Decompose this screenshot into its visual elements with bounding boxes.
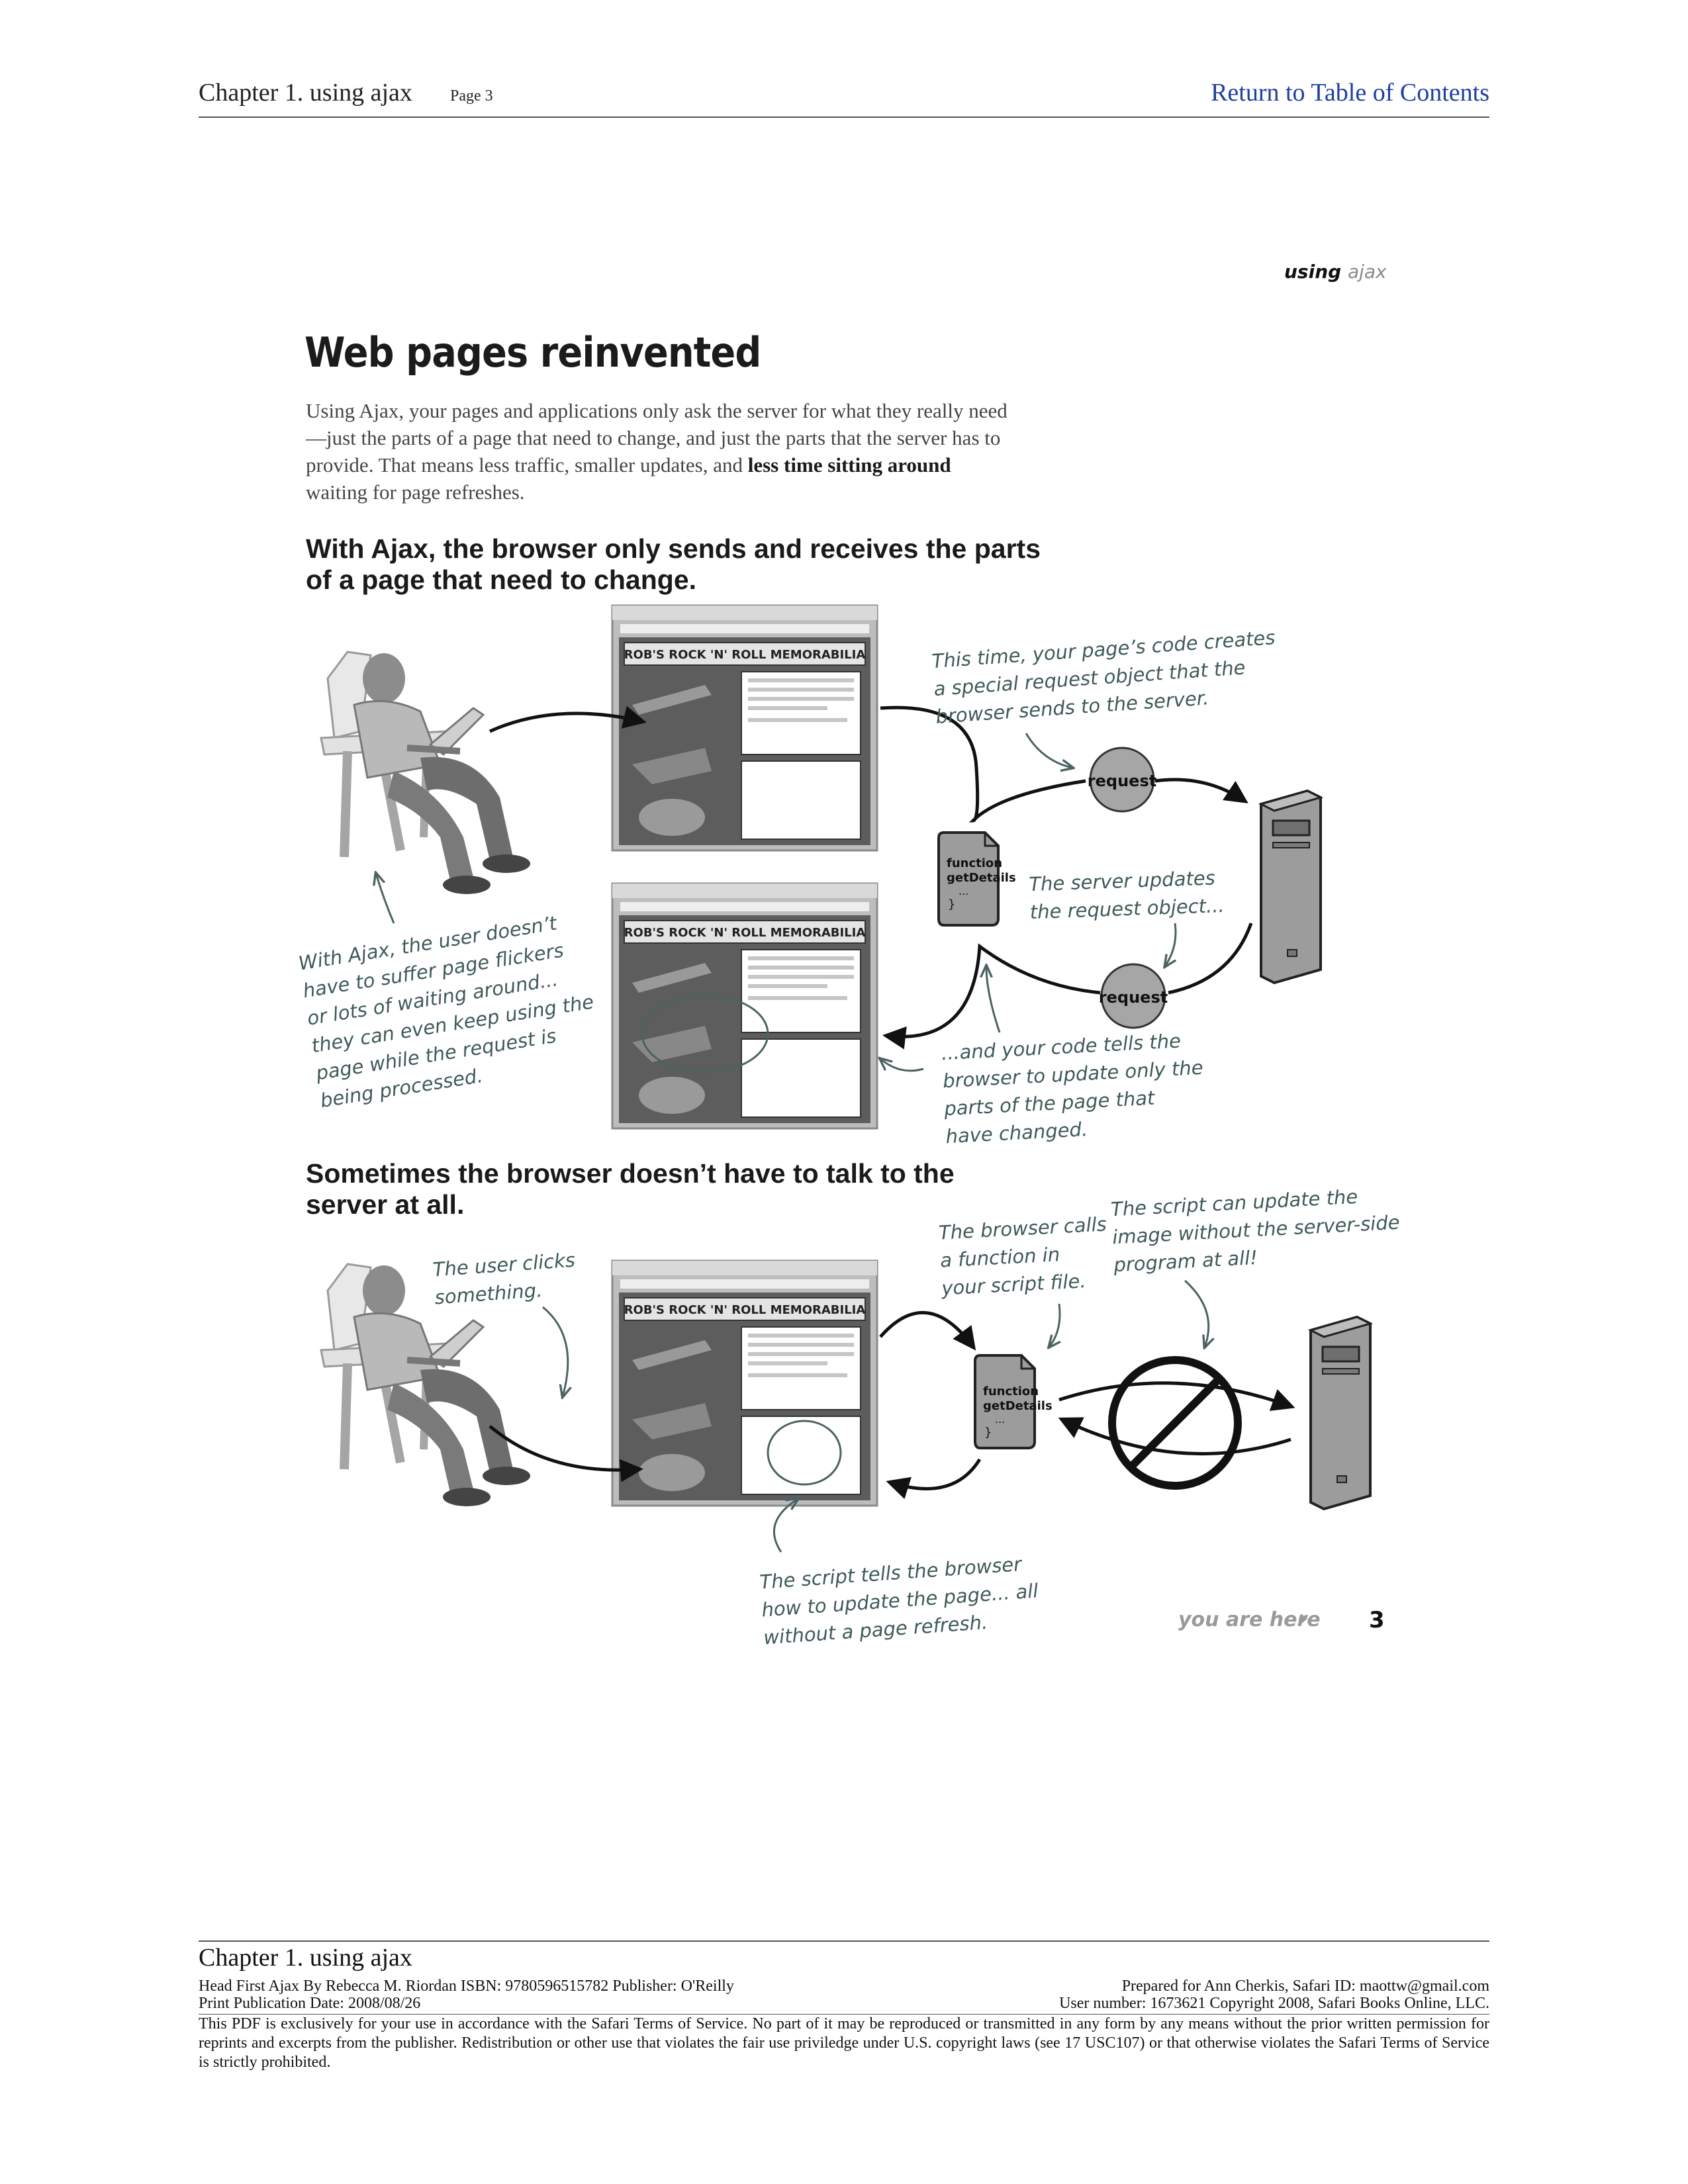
user-with-laptop-1 xyxy=(321,652,530,894)
note-request-object: This time, your page’s code creates a special request object that the browser sends to the server. xyxy=(931,626,1276,728)
note-script-tells: The script tells the browser how to update the page... all without a page refresh. xyxy=(759,1553,1039,1649)
browser-window-3 xyxy=(612,1261,877,1506)
intro-text-end: waiting for page refreshes. xyxy=(306,480,525,504)
you-are-here-label: you are here xyxy=(1178,1608,1321,1631)
script-brace-2: } xyxy=(984,1426,992,1439)
browser-window-2 xyxy=(612,884,877,1128)
site-banner-1: ROB'S ROCK 'N' ROLL MEMORABILIA xyxy=(624,648,866,662)
note-code-tells: ...and your code tells the browser to update only the parts of the page that have changed. xyxy=(941,1029,1204,1148)
request-bubble-2 xyxy=(1099,964,1168,1028)
note-user-clicks: The user clicks something. xyxy=(432,1248,577,1309)
script-brace: } xyxy=(948,897,956,911)
site-banner-3: ROB'S ROCK 'N' ROLL MEMORABILIA xyxy=(624,1303,866,1317)
request-label-1: request xyxy=(1087,772,1157,790)
request-bubble-1 xyxy=(1088,748,1156,811)
site-banner-2: ROB'S ROCK 'N' ROLL MEMORABILIA xyxy=(624,926,866,940)
pointer-code-tells xyxy=(986,966,1000,1032)
running-head-part2: ajax xyxy=(1347,261,1387,283)
toc-link[interactable]: Return to Table of Contents xyxy=(1211,79,1489,107)
subhead-ajax: With Ajax, the browser only sends and receives the parts of a page that need to change. xyxy=(306,533,1041,595)
intro-bold: less time sitting around xyxy=(747,453,951,477)
pointer-user-clicks xyxy=(543,1307,568,1396)
footer-publication-date: Print Publication Date: 2008/08/26 xyxy=(199,1995,421,2012)
pointer-highlight xyxy=(880,1059,923,1071)
script-name-label-2: getDetails xyxy=(983,1399,1053,1413)
header-chapter-title: Chapter 1. using ajax xyxy=(199,79,412,107)
arrow-request-to-server xyxy=(1155,780,1244,801)
server-2 xyxy=(1311,1317,1370,1509)
script-dots: ... xyxy=(959,885,969,897)
intro-text: Using Ajax, your pages and applications only ask the server for what they really need—just the parts of a page that need to change, and just the parts that the server has to provide. That means less traffic, smaller updates, and xyxy=(306,399,1008,477)
script-file-2 xyxy=(975,1355,1053,1448)
pointer-user-flicker xyxy=(376,874,394,923)
pointer-browser-calls xyxy=(1049,1304,1060,1347)
footer-user-number: User number: 1673621 Copyright 2008, Safari Books Online, LLC. xyxy=(1059,1995,1489,2012)
arrow-to-updated-browser xyxy=(887,946,1100,1036)
script-dots-2: ... xyxy=(995,1413,1006,1426)
note-user-flicker: With Ajax, the user doesn’t have to suffer page flickers or lots of waiting around... they can even keep using the page while the request is being processed. xyxy=(297,911,596,1113)
script-function-label-2: function xyxy=(983,1385,1039,1398)
footer-chapter-title: Chapter 1. using ajax xyxy=(199,1944,412,1972)
note-script-update-image: The script can update the image without the server-side program at all! xyxy=(1110,1185,1401,1277)
running-head-part1: using xyxy=(1284,261,1342,283)
header-page-label: Page 3 xyxy=(450,87,493,105)
footer-book-info: Head First Ajax By Rebecca M. Riordan ISBN: 9780596515782 Publisher: O'Reilly xyxy=(199,1978,734,1995)
page-title: Web pages reinvented xyxy=(305,328,761,377)
arrow-script-to-browser xyxy=(890,1459,980,1488)
page-number: 3 xyxy=(1369,1607,1385,1633)
arrow-server-to-request xyxy=(1168,923,1251,993)
footer-legal-notice: This PDF is exclusively for your use in accordance with the Safari Terms of Service. No part of it may be reproduced or transmitted in any form by any means without the prior written permission for reprints and excerpts from the publisher. Redistribution or other use that violates the fair use priviledge under U.S. copyright laws (see 17 USC107) or that otherwise violates the Safari Terms of Service is strictly prohibited. xyxy=(199,2015,1489,2071)
server-1 xyxy=(1261,791,1321,983)
footer-prepared-for: Prepared for Ann Cherkis, Safari ID: maottw@gmail.com xyxy=(1121,1978,1489,1995)
footer-divider xyxy=(199,1940,1489,1942)
request-label-2: request xyxy=(1098,988,1168,1007)
note-browser-calls: The browser calls a function in your script file. xyxy=(938,1212,1107,1300)
note-server-updates: The server updates the request object... xyxy=(1028,866,1225,924)
script-name-label: getDetails xyxy=(947,871,1016,885)
pointer-request-object xyxy=(1026,733,1072,768)
browser-window-1 xyxy=(612,606,877,850)
script-function-label: function xyxy=(947,856,1003,870)
no-entry-icon xyxy=(1059,1360,1291,1486)
script-file-1 xyxy=(939,833,1016,925)
arrow-browser-to-script xyxy=(880,1312,973,1347)
pointer-script-update-image xyxy=(1185,1281,1209,1347)
pointer-server-updates xyxy=(1165,923,1176,966)
subhead-no-server: Sometimes the browser doesn’t have to talk to the server at all. xyxy=(306,1158,955,1220)
pointer-script-tells xyxy=(774,1499,798,1552)
